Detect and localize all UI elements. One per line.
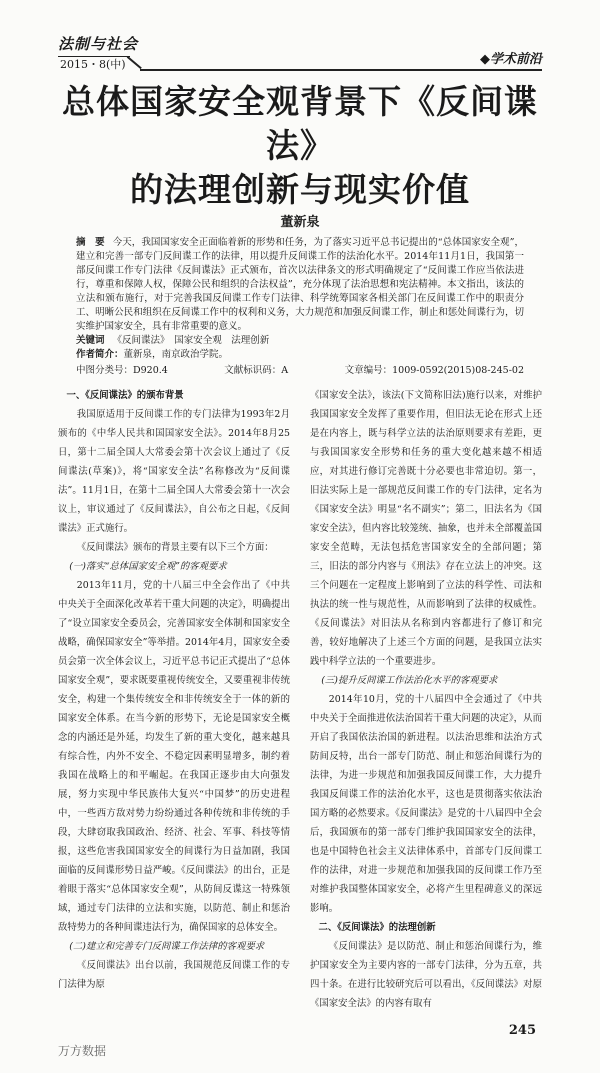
- watermark: 万方数据: [58, 1044, 107, 1058]
- subsection-heading: (一)落实“总体国家安全观”的客观要求: [69, 561, 227, 572]
- document-code: 文献标识码：A: [224, 365, 289, 376]
- article-title-line2: 的法理创新与现实价值: [130, 170, 470, 209]
- keywords: [76, 334, 524, 348]
- keywords-text: 《反间谍法》 国家安全观 法理创新: [112, 335, 270, 346]
- author-intro-label: 作者简介：: [76, 349, 124, 360]
- right-column: [310, 386, 542, 1013]
- abstract: [76, 236, 524, 334]
- author-intro: [76, 348, 524, 362]
- abstract-label: 摘 要: [76, 237, 105, 248]
- header-rule: [58, 56, 130, 57]
- body-columns: [58, 386, 542, 1013]
- header-rule-main: [140, 69, 542, 71]
- classification-row: [76, 364, 524, 378]
- article-title-line1: 总体国家安全观背景下《反间谍法》: [62, 82, 538, 165]
- paragraph: 2013年11月，党的十八届三中全会作出了《中共中央关于全面深化改革若干重大问题的决定》，明确提出了“设立国家安全委员会，完善国家安全体制和国家安全战略，确保国家安全”等举措。2014年4月，国家安全委员会第一次全体会议上，习近平总书记正式提出了“总体国家安全观”，要求既要重视传统安全，又要重视非传统安全，构建一个集传统安全和非传统安全于一体的新的国家安全体系。在当今新的形势下，无论是国家安全概念的内涵还是外延，均发生了新的重大变化，越来越具有综合性，内外不安全、不稳定因素明显增多，制约着我国在战略上的和平崛起。在我国正逐步由大向强发展，努力实现中华民族伟大复兴“中国梦”的历史进程中，一些西方敌对势力纷纷通过各种传统和非传统的手段，大肆窃取我国政治、经济、社会、军事、科技等情报，这些危害我国国家安全的间谍行为日益加剧，我国面临的反间谍形势日益严峻。《反间谍法》的出台，正是着眼于落实“总体国家安全观”，从防间反谍这一特殊领域，通过专门法律的立法和实施，以防范、制止和惩治敌特势力的各种间谍违法行为，确保国家的总体安全。: [58, 580, 290, 933]
- keywords-label: 关键词: [76, 335, 105, 346]
- paragraph: 《国家安全法》，该法(下文简称旧法)施行以来，对维护我国国家安全发挥了重要作用，但旧法无论在形式上还是在内容上，既与科学立法的法治原则要求有差距，更与我国国家安全形势和任务的重大变化越来越不相适应，对其进行修订完善既十分必要也非常迫切。第一，旧法实际上是一部规范反间谍工作的专门法律，定名为《国家安全法》明显“名不副实”；第二，旧法名为《国家安全法》，但内容比较笼统、抽象，也并未全部覆盖国家安全范畴，无法包括危害国家安全的全部问题；第三，旧法的部分内容与《刑法》存在立法上的冲突。这三个问题在一定程度上影响到了立法的科学性、司法和执法的统一性与规范性，从而影响到了法律的权威性。《反间谍法》对旧法从名称到内容都进行了修订和完善，较好地解决了上述三个方面的问题，是我国立法实践中科学立法的一个重要进步。: [310, 390, 542, 667]
- subsection-heading: (二)建立和完善专门反间谍工作法律的客观要求: [69, 941, 265, 952]
- article-number: 文章编号：1009-0592(2015)08-245-02: [344, 365, 524, 376]
- section-heading: 一、《反间谍法》的颁布背景: [66, 390, 184, 401]
- clc-number: 中图分类号：D920.4: [76, 365, 168, 376]
- paragraph: 我国原适用于反间谍工作的专门法律为1993年2月颁布的《中华人民共和国国家安全法》。2014年8月25日，第十二届全国人大常委会第十次会议上通过了《反间谍法(草案)》，将“国家安全法”名称修改为“反间谍法”。11月1日，在第十二届全国人大常委会第十一次会议上，审议通过了《反间谍法》，自公布之日起，《反间谍法》正式施行。: [58, 409, 290, 534]
- page-number: 245: [508, 1023, 536, 1038]
- author-intro-text: 董新泉，南京政治学院。: [123, 349, 229, 360]
- section-label: ◆学术前沿: [480, 52, 542, 67]
- paragraph: 《反间谍法》是以防范、制止和惩治间谍行为，维护国家安全为主要内容的一部专门法律，分为五章，共四十条。在进行比较研究后可以看出，《反间谍法》对原《国家安全法》的内容有取有: [310, 941, 542, 1009]
- left-column: [58, 386, 290, 994]
- paragraph: 《反间谍法》出台以前，我国规范反间谍工作的专门法律为原: [58, 960, 290, 990]
- header-rule-slant: [127, 56, 142, 69]
- page-header: [58, 34, 542, 74]
- paragraph: 《反间谍法》颁布的背景主要有以下三个方面：: [76, 542, 274, 553]
- abstract-text: 今天，我国国家安全正面临着新的形势和任务，为了落实习近平总书记提出的“总体国家安全观”，建立和完善一部专门反间谍工作的法律，用以提升反间谍工作的法治化水平。2014年11月1日，我国第一部反间谍工作专门法律《反间谍法》正式颁布，首次以法律条文的形式明确规定了“反间谍工作应当依法进行，尊重和保障人权，保障公民和组织的合法权益”，充分体现了法治思想和宪法精神。本文指出，该法的立法和颁布施行，对于完善我国反间谍工作专门法律、科学统筹国家各相关部门在反间谍工作中的职责分工、明晰公民和组织在反间谍工作中的权利和义务，大力规范和加强反间谍工作，制止和惩处间谍行为，切实维护国家安全，具有非常重要的意义。: [76, 237, 524, 332]
- issue-label: 2015・8(中): [60, 58, 126, 71]
- subsection-heading: (三)提升反间谍工作法治化水平的客观要求: [321, 675, 498, 686]
- section-heading: 二、《反间谍法》的法理创新: [318, 922, 436, 933]
- journal-name: 法制与社会: [58, 35, 139, 53]
- author-name: 董新泉: [280, 215, 320, 230]
- paragraph: 2014年10月，党的十八届四中全会通过了《中共中央关于全面推进依法治国若干重大问题的决定》，从而开启了我国依法治国的新进程。以法治思维和法治方式防间反特，出台一部专门防范、制止和惩治间谍行为的法律，为进一步规范和加强我国反间谍工作，大力提升我国反间谍工作的法治化水平，这也是贯彻落实依法治国方略的必然要求。《反间谍法》是党的十八届四中全会后，我国颁布的第一部专门维护我国国家安全的法律，也是中国特色社会主义法律体系中，首部专门反间谍工作的法律，对进一步规范和加强我国的反间谍工作乃至对维护我国整体国家安全，必将产生里程碑意义的深远影响。: [310, 694, 542, 914]
